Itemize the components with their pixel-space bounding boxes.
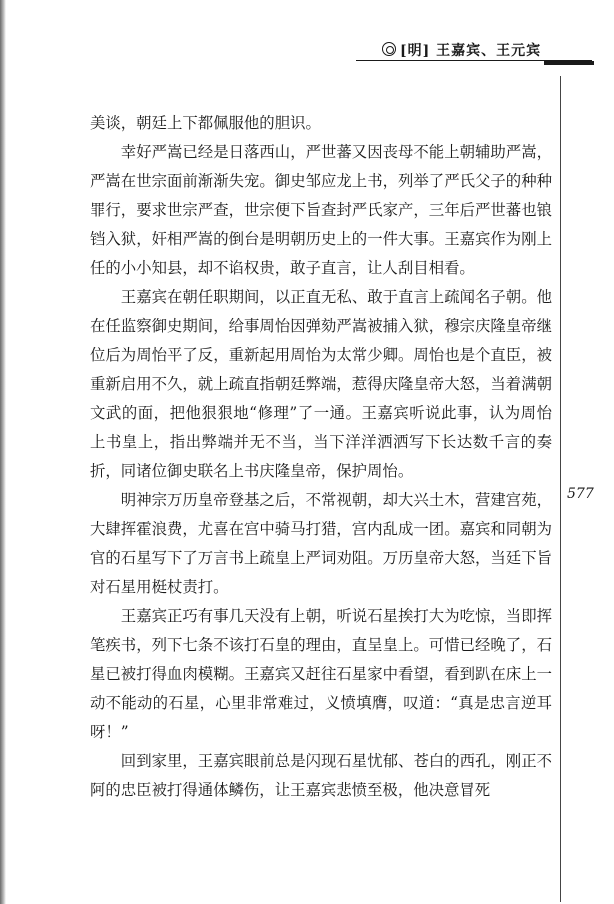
paragraph-6: 回到家里，王嘉宾眼前总是闪现石星忧郁、苍白的西孔，刚正不阿的忠臣被打得通体鳞伤，让王嘉宾悲愤至极，他决意冒死 [90, 752, 552, 799]
paragraph-5: 王嘉宾正巧有事几天没有上朝，听说石星挨打大为吃惊，当即挥笔疾书，列下七条不该打石皇的理由，直呈皇上。可惜已经晚了，石星已被打得血肉模糊。王嘉宾又赶往石星家中看望，看到趴在床上一动不能动的石星，心里非常难过，义愤填膺，叹道：“真是忠言逆耳呀！” [90, 607, 552, 741]
margin-rule [560, 76, 561, 902]
paragraph-3: 王嘉宾在朝任职期间，以正直无私、敢于直言上疏闻名子朝。他在任监察御史期间，给事周怡因弹劾严嵩被捕入狱，穆宗庆隆皇帝继位后为周怡平了反，重新起用周怡为太常少卿。周怡也是个直臣，被重新启用不久，就上疏直指朝廷弊端，惹得庆隆皇帝大怒，当着满朝文武的面，把他狠狠地“修理”了一通。王嘉宾听说此事，认为周怡上书皇上，指出弊端并无不当，当下洋洋洒洒写下长达数千言的奏折，同诸位御史联名上书庆隆皇帝，保护周怡。 [90, 288, 552, 480]
header-rule-accent [544, 61, 594, 65]
page-number: 577 [567, 486, 594, 502]
running-header [382, 40, 541, 60]
paragraph-1: 美谈，朝廷上下都佩服他的胆识。 [90, 114, 321, 132]
double-circle-icon [382, 42, 396, 56]
paragraph-4: 明神宗万历皇帝登基之后，不常视朝，却大兴土木，营建宫苑，大肆挥霍浪费，尤喜在宫中骑马打猎，宫内乱成一团。嘉宾和同朝为官的石星写下了万言书上疏皇上严词劝阻。万历皇帝大怒，当廷下旨对石星用梃杖责打。 [90, 491, 552, 596]
paragraph-2: 幸好严嵩已经是日落西山，严世蕃又因丧母不能上朝辅助严嵩，严嵩在世宗面前渐渐失宠。御史邹应龙上书，列举了严氏父子的种种罪行，要求世宗严查，世宗便下旨查封严氏家产，三年后严世蕃也锒铛入狱，奸相严嵩的倒台是明朝历史上的一件大事。王嘉宾作为刚上任的小小知县，却不谄权贵，敢子直言，让人刮目相看。 [90, 143, 552, 277]
body-text [90, 109, 552, 805]
page-binding-shadow [0, 0, 6, 904]
running-title: [明] 王嘉宾、王元宾 [400, 43, 542, 59]
